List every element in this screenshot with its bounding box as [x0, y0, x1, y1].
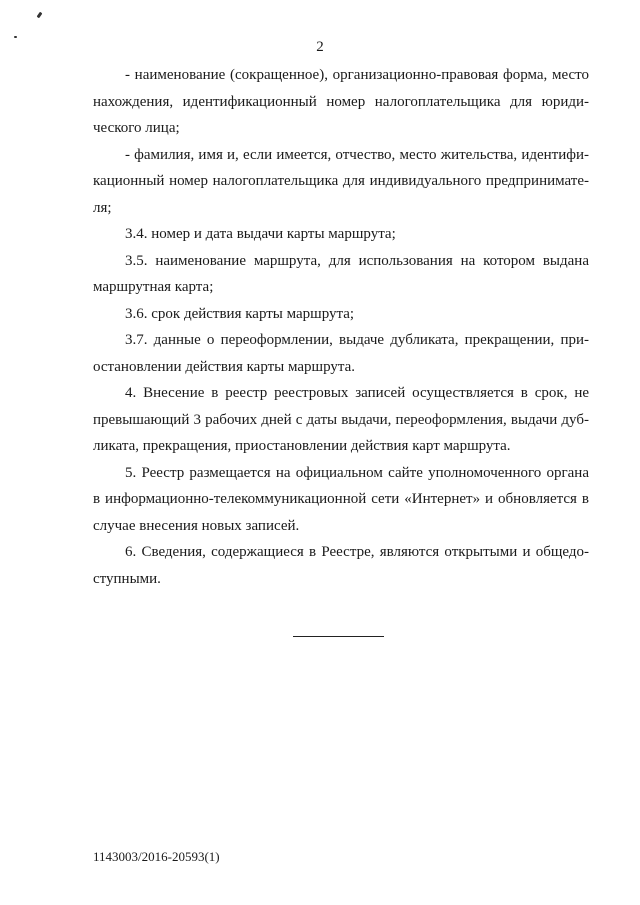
document-id: 1143003/2016-20593(1) — [93, 849, 220, 864]
paragraph-3-7: 3.7. данные о переоформлении, выдаче дубликата, прекращении, приостановлении действия карты маршрута. — [93, 332, 589, 375]
end-separator-line — [293, 636, 384, 637]
paragraph-5: 5. Реестр размещается на официальном сайте уполномоченного органа в информационно-телекоммуникационной сети «Интернет» и обновляется в случае внесения новых записей. — [93, 464, 589, 534]
paragraph-individual: - фамилия, имя и, если имеется, отчество, место жительства, идентификационный номер налогоплательщика для индивидуального предпринимателя; — [93, 146, 589, 216]
scan-speck — [14, 36, 17, 38]
document-body — [93, 62, 589, 592]
paragraph-6: 6. Сведения, содержащиеся в Реестре, являются открытыми и общедоступными. — [93, 544, 589, 587]
paragraph-3-6: 3.6. срок действия карты маршрута; — [125, 305, 355, 322]
paragraph-legal-entity: - наименование (сокращенное), организационно-правовая форма, место нахождения, идентификационный номер налогоплательщика для юридического лица; — [93, 67, 589, 136]
paragraph-3-4: 3.4. номер и дата выдачи карты маршрута; — [125, 226, 396, 242]
scan-speck — [37, 12, 43, 19]
paragraph-3-5: 3.5. наименование маршрута, для использования на котором выдана маршрутная карта; — [93, 252, 589, 295]
page-number: 2 — [316, 39, 324, 55]
paragraph-4: 4. Внесение в реестр реестровых записей осуществляется в срок, не превышающий 3 рабочих дней с даты выдачи, переоформления, выдачи дубликата, прекращения, приостановлении действия карт маршрута. — [93, 385, 589, 454]
